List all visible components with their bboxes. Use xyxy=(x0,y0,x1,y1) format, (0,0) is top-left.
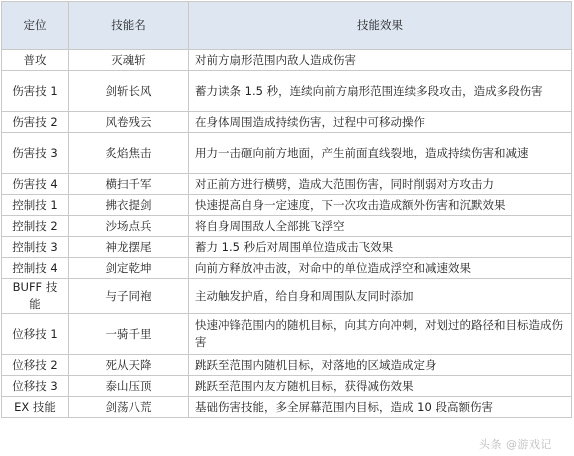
cell-effect: 快速冲锋范围内的随机目标，向其方向冲刺，对划过的路径和目标造成伤害 xyxy=(189,314,572,355)
watermark: 头条 @游戏记 xyxy=(479,438,552,451)
cell-position: 控制技 2 xyxy=(2,216,69,237)
cell-effect: 蓄力 1.5 秒后对周围单位造成击飞效果 xyxy=(189,237,572,258)
cell-effect: 跳跃至范围内友方随机目标，获得减伤效果 xyxy=(189,376,572,397)
cell-position: 控制技 1 xyxy=(2,195,69,216)
table-row xyxy=(2,279,572,314)
cell-position: EX 技能 xyxy=(2,397,69,418)
cell-skill-name: 沙场点兵 xyxy=(69,216,189,237)
cell-effect: 跳跃至范围内随机目标，对落地的区域造成定身 xyxy=(189,355,572,376)
cell-effect: 将自身周围敌人全部挑飞浮空 xyxy=(189,216,572,237)
table-row xyxy=(2,112,572,133)
cell-position: 伤害技 4 xyxy=(2,174,69,195)
cell-skill-name: 剑定乾坤 xyxy=(69,258,189,279)
cell-position: 位移技 3 xyxy=(2,376,69,397)
cell-effect: 基础伤害技能，多全屏幕范围内目标，造成 10 段高额伤害 xyxy=(189,397,572,418)
cell-position: 伤害技 3 xyxy=(2,133,69,174)
cell-skill-name: 剑荡八荒 xyxy=(69,397,189,418)
cell-skill-name: 一骑千里 xyxy=(69,314,189,355)
table-row xyxy=(2,133,572,174)
cell-effect: 快速提高自身一定速度，下一次攻击造成额外伤害和沉默效果 xyxy=(189,195,572,216)
cell-position: 控制技 3 xyxy=(2,237,69,258)
cell-effect: 在身体周围造成持续伤害，过程中可移动操作 xyxy=(189,112,572,133)
table-row xyxy=(2,50,572,71)
cell-skill-name: 剑斩长风 xyxy=(69,71,189,112)
table-row xyxy=(2,216,572,237)
cell-effect: 向前方释放冲击波，对命中的单位造成浮空和减速效果 xyxy=(189,258,572,279)
cell-skill-name: 拂衣提剑 xyxy=(69,195,189,216)
cell-skill-name: 风卷残云 xyxy=(69,112,189,133)
table-row xyxy=(2,314,572,355)
table-row xyxy=(2,174,572,195)
table-row xyxy=(2,355,572,376)
cell-position: 位移技 1 xyxy=(2,314,69,355)
table-row xyxy=(2,258,572,279)
table-row xyxy=(2,376,572,397)
table-row xyxy=(2,71,572,112)
header-effect: 技能效果 xyxy=(189,2,572,50)
cell-effect: 对正前方进行横劈，造成大范围伤害，同时削弱对方攻击力 xyxy=(189,174,572,195)
header-skill-name: 技能名 xyxy=(69,2,189,50)
header-position: 定位 xyxy=(2,2,69,50)
cell-position: 普攻 xyxy=(2,50,69,71)
cell-effect: 对前方扇形范围内敌人造成伤害 xyxy=(189,50,572,71)
cell-position: 位移技 2 xyxy=(2,355,69,376)
skill-table xyxy=(1,1,572,418)
cell-skill-name: 横扫千军 xyxy=(69,174,189,195)
cell-skill-name: 死从天降 xyxy=(69,355,189,376)
table-row xyxy=(2,397,572,418)
cell-effect: 用力一击砸向前方地面，产生前面直线裂地，造成持续伤害和减速 xyxy=(189,133,572,174)
cell-position: BUFF 技能 xyxy=(2,279,69,314)
cell-position: 伤害技 1 xyxy=(2,71,69,112)
cell-skill-name: 炙焰焦击 xyxy=(69,133,189,174)
table-row xyxy=(2,237,572,258)
cell-effect: 蓄力读条 1.5 秒，连续向前方扇形范围连续多段攻击，造成多段伤害 xyxy=(189,71,572,112)
cell-skill-name: 泰山压顶 xyxy=(69,376,189,397)
cell-skill-name: 灭魂斩 xyxy=(69,50,189,71)
cell-effect: 主动触发护盾，给自身和周围队友同时添加 xyxy=(189,279,572,314)
cell-position: 伤害技 2 xyxy=(2,112,69,133)
cell-skill-name: 与子同袍 xyxy=(69,279,189,314)
cell-skill-name: 神龙摆尾 xyxy=(69,237,189,258)
cell-position: 控制技 4 xyxy=(2,258,69,279)
table-row xyxy=(2,195,572,216)
table-header-row xyxy=(2,2,572,50)
